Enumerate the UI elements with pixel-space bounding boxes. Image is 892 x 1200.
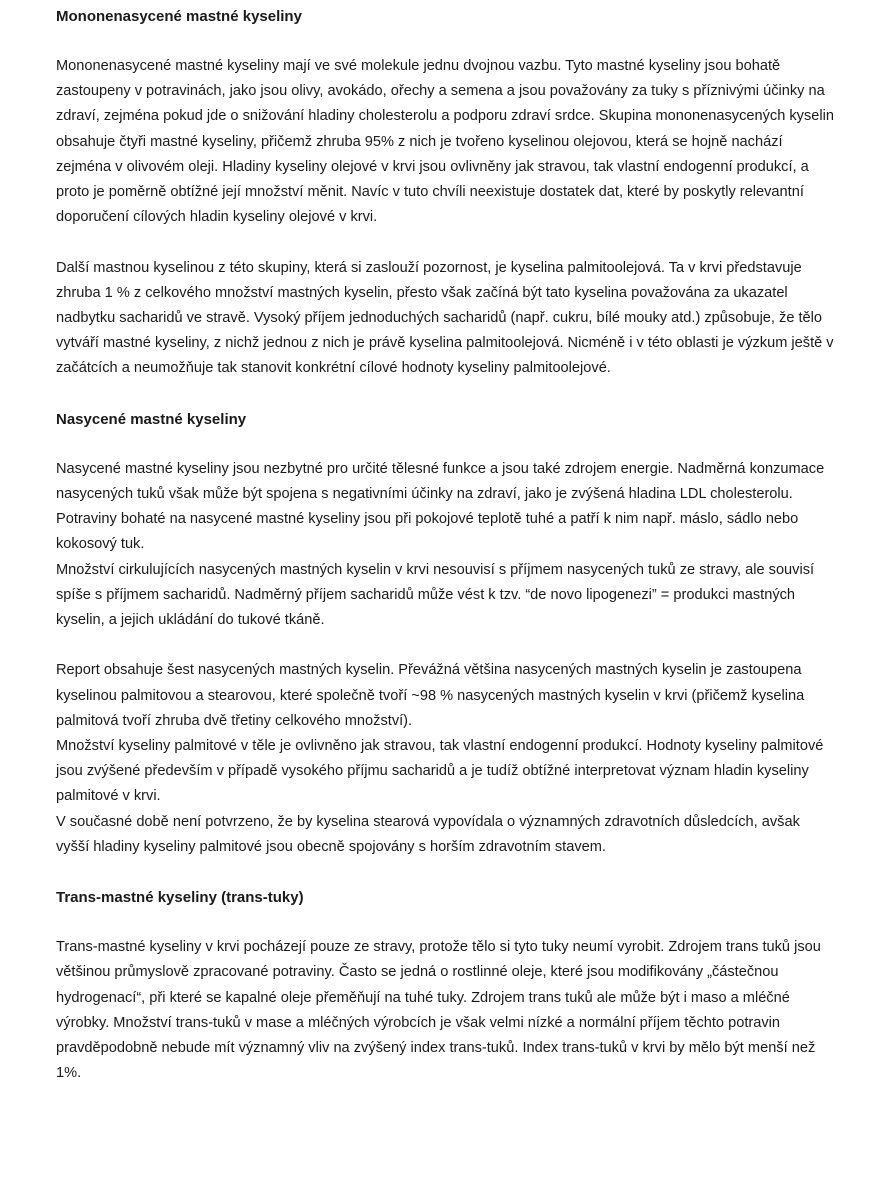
paragraph: Množství kyseliny palmitové v těle je ovlivněno jak stravou, tak vlastní endogenní produkcí. Hodnoty kyseliny palmitové jsou zvýšené především v případě vysokého příjmu sacharidů a je tudíž obtížné interpretovat význam hladin kyseliny palmitové v krvi. xyxy=(56,738,824,805)
section-monounsaturated xyxy=(56,4,836,382)
paragraph: Nasycené mastné kyseliny jsou nezbytné pro určité tělesné funkce a jsou také zdrojem energie. Nadměrná konzumace nasycených tuků však může být spojena s negativními účinky na zdraví, jako je zvýšená hladina LDL cholesterolu. xyxy=(56,460,825,503)
paragraph: V současné době není potvrzeno, že by kyselina stearová vypovídala o významných zdravotních důsledcích, avšak vyšší hladiny kyseliny palmitové jsou obecně spojovány s horším zdravotním stavem. xyxy=(56,813,800,855)
paragraph: Mononenasycené mastné kyseliny mají ve své molekule jednu dvojnou vazbu. Tyto mastné kyseliny jsou bohatě zastoupeny v potravinách, jako jsou olivy, avokádo, ořechy a semena a jsou považovány za tuky s příznivými účinky na zdraví, zejména pokud jde o snižování hladiny cholesterolu a podporu zdraví srdce. Skupina mononenasycených kyselin obsahuje čtyři mastné kyseliny, přičemž zhruba 95% z nich je tvořeno kyselinou olejovou, která se hojně nachází zejména v olivovém oleji. Hladiny kyseliny olejové v krvi jsou ovlivněny jak stravou, tak vlastní endogenní produkcí, a proto je poměrně obtížné její množství měnit. Navíc v tuto chvíli neexistuje dostatek dat, které by poskytly relevantní doporučení cílových hladin kyseliny olejové v krvi. xyxy=(56,58,834,226)
section-saturated xyxy=(56,407,836,860)
section-heading: Mononenasycené mastné kyseliny xyxy=(56,8,302,25)
section-heading: Nasycené mastné kyseliny xyxy=(56,410,247,428)
paragraph: Další mastnou kyselinou z této skupiny, která si zaslouží pozornost, je kyselina palmitoolejová. Ta v krvi představuje zhruba 1 % z celkového množství mastných kyselin, přesto však začíná být tato kyselina považována za ukazatel nadbytku sacharidů ve stravě. Vysoký příjem jednoduchých sacharidů (např. cukru, bílé mouky atd.) způsobuje, že tělo vytváří mastné kyseliny, z nichž jednou z nich je právě kyselina palmitoolejová. Nicméně i v této oblasti je výzkum ještě v začátcích a neumožňuje tak stanovit konkrétní cílové hodnoty kyseliny palmitoolejové. xyxy=(56,259,834,377)
paragraph: Trans-mastné kyseliny v krvi pocházejí pouze ze stravy, protože tělo si tyto tuky neumí vyrobit. Zdrojem trans tuků jsou většinou průmyslově zpracované potraviny. Často se jedná o rostlinné oleje, které jsou modifikovány „částečnou hydrogenací“, při které se kapalné oleje přeměňují na tuhé tuky. Zdrojem trans tuků ale může být i maso a mléčné výrobky. Množství trans-tuků v mase a mléčných výrobcích je však velmi nízké a normální příjem těchto potravin pravděpodobně nebude mít významný vliv na zvýšený index trans-tuků. Index trans-tuků v krvi by mělo být menší než 1%. xyxy=(56,939,821,1082)
section-trans-fats xyxy=(56,885,836,1086)
paragraph: Množství cirkulujících nasycených mastných kyselin v krvi nesouvisí s příjmem nasycených tuků ze stravy, ale souvisí spíše s příjmem sacharidů. Nadměrný příjem sacharidů může vést k tzv. “de novo lipogenezi” = produkci mastných kyselin, a jejich ukládání do tukové tkáně. xyxy=(56,561,815,629)
paragraph: Potraviny bohaté na nasycené mastné kyseliny jsou při pokojové teplotě tuhé a patří k nim např. máslo, sádlo nebo kokosový tuk. xyxy=(56,511,799,553)
section-heading: Trans-mastné kyseliny (trans-tuky) xyxy=(56,889,304,907)
paragraph: Report obsahuje šest nasycených mastných kyselin. Převážná většina nasycených mastných kyselin je zastoupena kyselinou palmitovou a stearovou, které společně tvoří ~98 % nasycených mastných kyselin v krvi (přičemž kyselina palmitová tvoří zhruba dvě třetiny celkového množství). xyxy=(56,662,805,729)
